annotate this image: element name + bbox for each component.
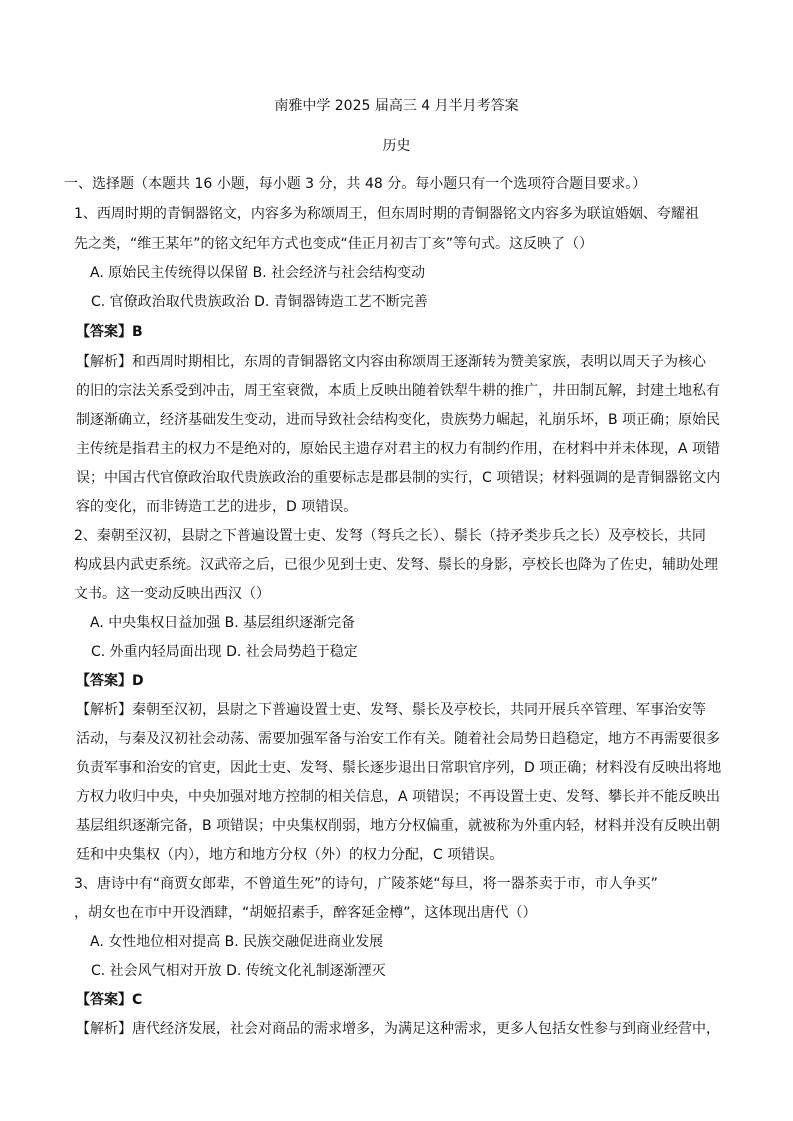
q3-option-line: C. 社会风气相对开放 D. 传统文化礼制逐渐湮灭: [91, 963, 386, 979]
q3-answer: 【答案】C: [76, 992, 143, 1008]
q1-analysis-line: 容的变化，而非铸造工艺的进步，D 项错误。: [76, 499, 358, 515]
document-title: 南雅中学 2025 届高三 4 月半月考答案: [274, 98, 519, 114]
q2-option-line: C. 外重内轻局面出现 D. 社会局势趋于稳定: [91, 644, 358, 660]
q1-analysis-line: 的旧的宗法关系受到冲击，周王室衰微，本质上反映出随着铁犁牛耕的推广，井田制瓦解，封建土地私有: [76, 383, 720, 399]
q1-option-line: C. 官僚政治取代贵族政治 D. 青铜器铸造工艺不断完善: [91, 294, 428, 310]
q1-answer: 【答案】B: [76, 324, 143, 340]
q2-analysis-line: 负责军事和治安的官吏，因此士吏、发弩、鬃长逐步退出日常职官序列，D 项正确；材料没有反映出将地: [76, 760, 722, 776]
q3-stem-line: 3、唐诗中有“商贾女郎辈，不曾道生死”的诗句，广陵茶姥“每旦，将一器茶卖于市，市人争买”: [74, 876, 658, 892]
q1-option-line: A. 原始民主传统得以保留 B. 社会经济与社会结构变动: [90, 265, 426, 281]
q2-stem-line: 文书。这一变动反映出西汉（）: [74, 586, 270, 602]
section-heading: 一、选择题（本题共 16 小题，每小题 3 分，共 48 分。每小题只有一个选项符合题目要求。）: [64, 176, 647, 192]
q2-analysis-line: 【解析】秦朝至汉初，县尉之下普遍设置士吏、发弩、鬃长及亭校长，共同开展兵卒管理、军事治安等: [76, 702, 706, 718]
subject-title: 历史: [382, 138, 411, 154]
q1-stem-line: 1、西周时期的青铜器铭文，内容多为称颂周王，但东周时期的青铜器铭文内容多为联谊婚姻、夸耀祖: [74, 206, 699, 222]
q1-analysis-line: 主传统是指君主的权力不是绝对的，原始民主遗存对君主的权力有制约作用，在材料中并未体现，A 项错: [76, 441, 721, 457]
q2-option-line: A. 中央集权日益加强 B. 基层组织逐渐完备: [90, 615, 356, 631]
q3-stem-line: ，胡女也在市中开设酒肆，“胡姬招素手，醉客延金樽”，这体现出唐代（）: [74, 905, 537, 921]
q2-analysis-line: 方权力收归中央，中央加强对地方控制的相关信息，A 项错误；不再设置士吏、发弩、攀长并不能反映出: [76, 789, 721, 805]
q2-stem-line: 构成县内武吏系统。汉武帝之后，已很少见到士吏、发弩、鬃长的身影，亭校长也降为了佐史，辅助处理: [74, 557, 718, 573]
q2-stem-line: 2、秦朝至汉初，县尉之下普遍设置士吏、发弩（弩兵之长）、鬃长（持矛类步兵之长）及亭校长，共同: [74, 528, 706, 544]
q1-analysis-line: 【解析】和西周时期相比，东周的青铜器铭文内容由称颂周王逐渐转为赞美家族，表明以周天子为核心: [76, 354, 706, 370]
q1-stem-line: 先之类，“维王某年”的铭文纪年方式也变成“佳正月初吉丁亥”等句式。这反映了（）: [74, 236, 594, 252]
q2-answer: 【答案】D: [76, 673, 144, 689]
q1-analysis-line: 误；中国古代官僚政治取代贵族政治的重要标志是郡县制的实行，C 项错误；材料强调的是青铜器铭文内: [76, 470, 721, 486]
q2-analysis-line: 廷和中央集权（内），地方和地方分权（外）的权力分配，C 项错误。: [76, 847, 504, 863]
q2-analysis-line: 基层组织逐渐完备，B 项错误；中央集权削弱，地方分权偏重，就被称为外重内轻，材料并没有反映出朝: [76, 818, 721, 834]
q3-analysis-line: 【解析】唐代经济发展，社会对商品的需求增多，为满足这种需求，更多人包括女性参与到商业经营中，: [76, 1021, 720, 1037]
q1-analysis-line: 制逐渐确立，经济基础发生变动，进而导致社会结构变化，贵族势力崛起，礼崩乐坏，B 项正确；原始民: [76, 412, 721, 428]
q2-analysis-line: 活动，与秦及汉初社会动荡、需要加强军备与治安工作有关。随着社会局势日趋稳定，地方不再需要很多: [76, 731, 720, 747]
q3-option-line: A. 女性地位相对提高 B. 民族交融促进商业发展: [90, 934, 384, 950]
